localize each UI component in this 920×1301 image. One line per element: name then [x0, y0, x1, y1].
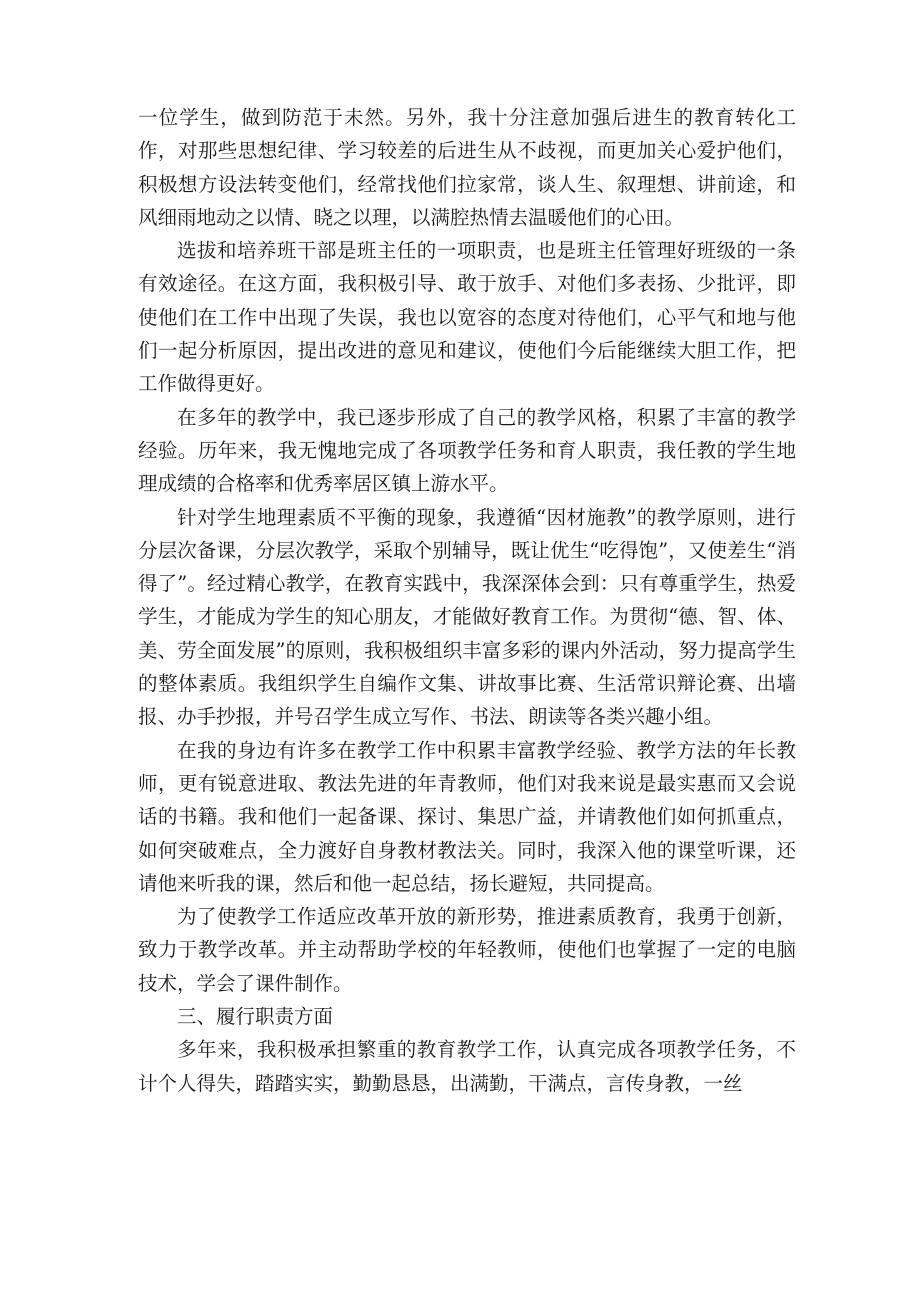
section-heading: 三、履行职责方面 [177, 1005, 334, 1029]
paragraph-1: 一位学生，做到防范于未然。另外，我十分注意加强后进生的教育转化工作，对那些思想纪律、学习较差的后进生从不歧视，而更加关心爱护他们，积极想方设法转变他们，经常找他们拉家常，谈人生、叙理想、讲前途，和风细雨地动之以情、晓之以理，以满腔热情去温暖他们的心田。 [138, 106, 796, 229]
paragraph-6: 为了使教学工作适应改革开放的新形势，推进素质教育，我勇于创新，致力于教学改革。并主动帮助学校的年轻教师，使他们也掌握了一定的电脑技术，学会了课件制作。 [138, 905, 796, 995]
paragraph-3: 在多年的教学中，我已逐步形成了自己的教学风格，积累了丰富的教学经验。历年来，我无愧地完成了各项教学任务和育人职责，我任教的学生地理成绩的合格率和优秀率居区镇上游水平。 [138, 405, 796, 496]
document-body [138, 101, 796, 1100]
paragraph-4: 针对学生地理素质不平衡的现象，我遵循“因材施教”的教学原则，进行分层次备课，分层次教学，采取个别辅导，既让优生“吃得饱”，又使差生“消得了”。经过精心教学，在教育实践中，我深深体会到：只有尊重学生，热爱学生，才能成为学生的知心朋友，才能做好教育工作。为贯彻“德、智、体、美、劳全面发展”的原则，我积极组织丰富多彩的课内外活动，努力提高学生的整体素质。我组织学生自编作文集、讲故事比赛、生活常识辩论赛、出墙报、办手抄报，并号召学生成立写作、书法、朗读等各类兴趣小组。 [138, 505, 796, 729]
paragraph-2: 选拔和培养班干部是班主任的一项职责，也是班主任管理好班级的一条有效途径。在这方面，我积极引导、敢于放手、对他们多表扬、少批评，即使他们在工作中出现了失误，我也以宽容的态度对待他们，心平气和地与他们一起分析原因，提出改进的意见和建议，使他们今后能继续大胆工作，把工作做得更好。 [138, 239, 796, 396]
paragraph-7: 多年来，我积极承担繁重的教育教学工作，认真完成各项教学任务，不计个人得失，踏踏实实，勤勤恳恳，出满勤，干满点，言传身教，一丝 [138, 1038, 796, 1095]
paragraph-5: 在我的身边有许多在教学工作中积累丰富教学经验、教学方法的年长教师，更有锐意进取、教法先进的年青教师，他们对我来说是最实惠而又会说话的书籍。我和他们一起备课、探讨、集思广益，并请教他们如何抓重点，如何突破难点，全力渡好自身教材教法关。同时，我深入他的课堂听课，还请他来听我的课，然后和他一起总结，扬长避短，共同提高。 [138, 738, 796, 895]
